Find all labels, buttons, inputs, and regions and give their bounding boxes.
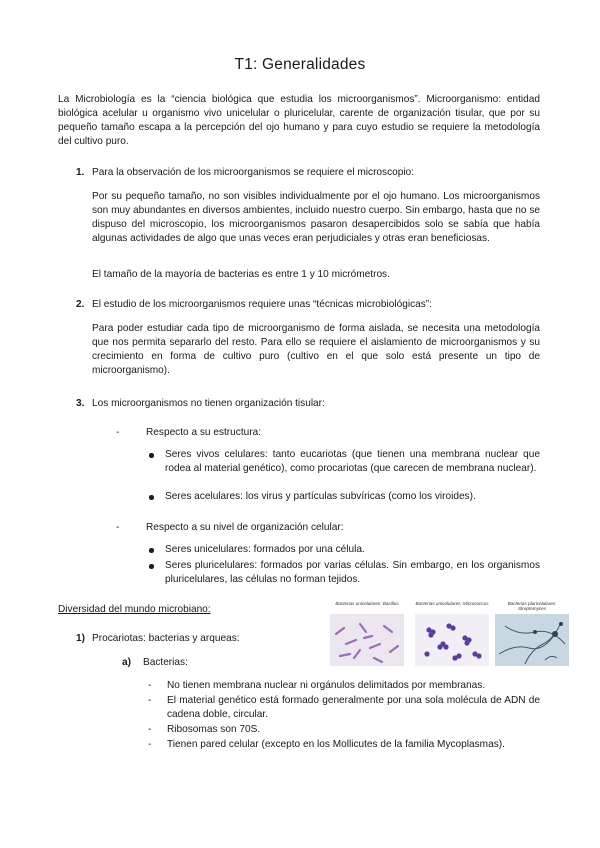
point-3-heading: Los microorganismos no tienen organización tisular: [92,398,325,409]
bullet-unicellular: Seres unicelulares: formados por una célula. [165,544,365,555]
bacillus-figure [330,600,404,666]
bacteria-fact-3: Ribosomas son 70S. [167,724,261,735]
item-1-text: Procariotas: bacterias y arqueas: [92,633,240,644]
point-1-size-note: El tamaño de la mayoría de bacterias es entre 1 y 10 micrómetros. [92,269,390,280]
point-1-heading: Para la observación de los microorganismos se requiere el microscopio: [92,167,415,178]
sub-label-structure: Respecto a su estructura: [146,427,262,438]
dash-marker: - [148,739,152,750]
item-a-text: Bacterias: [143,657,188,668]
bullet-acellular: Seres acelulares: los virus y partículas subvíricas (como los viroides). [165,491,476,502]
bullet-dot [149,495,154,500]
micrococcus-figure [415,600,489,666]
diversity-heading: Diversidad del mundo microbiano: [58,604,211,615]
sub-dash-structure: - [116,427,120,438]
dash-marker: - [148,680,152,691]
bullet-cellular: Seres vivos celulares: tanto eucariotas (que tienen una membrana nuclear que rodea al material genético), como procariotas (que carecen de membrana nuclear). [165,449,540,474]
bullet-dot [149,453,154,458]
figure-caption: Bacterias unicelulares: Bacillus [335,601,399,606]
bacillus-micrograph [330,614,404,666]
streptomyces-micrograph [495,614,569,666]
intro-paragraph: La Microbiología es la “ciencia biológica que estudia los microorganismos”. Microorganismo: entidad biológica acelular u organismo vivo unicelular o pluricelular, carente de organización tisular, que por su pequeño tamaño escapa a la percepción del ojo humano y para cuyo estudio se requiere la metodología del cultivo puro. [58,94,540,147]
point-2-heading: El estudio de los microorganismos requiere unas “técnicas microbiológicas”: [92,299,432,310]
bacteria-fact-4: Tienen pared celular (excepto en los Mollicutes de la familia Mycoplasmas). [167,739,505,750]
dash-marker: - [148,695,152,706]
point-2-paragraph: Para poder estudiar cada tipo de microorganismo de forma aislada, se necesita una metodología que nos permita separarlo del resto. Para ello se requiere el aislamiento de microorganismos y su crecimiento en forma de cultivo puro (cultivo en el que solo está presente un tipo de microorganismo). [92,323,540,376]
page-title: T1: Generalidades [234,56,366,73]
point-1-number: 1. [76,167,85,178]
point-1-paragraph: Por su pequeño tamaño, no son visibles individualmente por el ojo humano. Los microorganismos son muy abundantes en diversos ambientes, incluido nuestro cuerpo. Sin embargo, hasta que no se dispuso del microscopio, los microorganismos pasaron desapercibidos solo se sabía que había algunas actividades de algo que unas veces eran perjudiciales y otras eran beneficiosas. [92,191,540,244]
item-a-number: a) [122,657,131,668]
sub-dash-organization: - [116,522,120,533]
point-2-number: 2. [76,299,85,310]
bullet-dot [149,548,154,553]
bullet-dot [149,564,154,569]
item-1-number: 1) [76,633,85,644]
bullet-pluricellular: Seres pluricelulares: formados por varias células. Sin embargo, en los organismos pluricelulares, las células no forman tejidos. [165,560,540,585]
streptomyces-figure [495,600,569,666]
figure-caption: Bacterias unicelulares: Micrococcus [415,601,489,606]
micrococcus-micrograph [415,614,489,666]
bacteria-fact-1: No tienen membrana nuclear ni orgánulos delimitados por membranas. [167,680,486,691]
bacteria-fact-2: El material genético está formado generalmente por una sola molécula de ADN de cadena doble, circular. [167,695,540,720]
sub-label-organization: Respecto a su nivel de organización celular: [146,522,344,533]
figure-caption: Bacterias pluricelulares: Streptomyces [507,601,557,612]
dash-marker: - [148,724,152,735]
point-3-number: 3. [76,398,85,409]
